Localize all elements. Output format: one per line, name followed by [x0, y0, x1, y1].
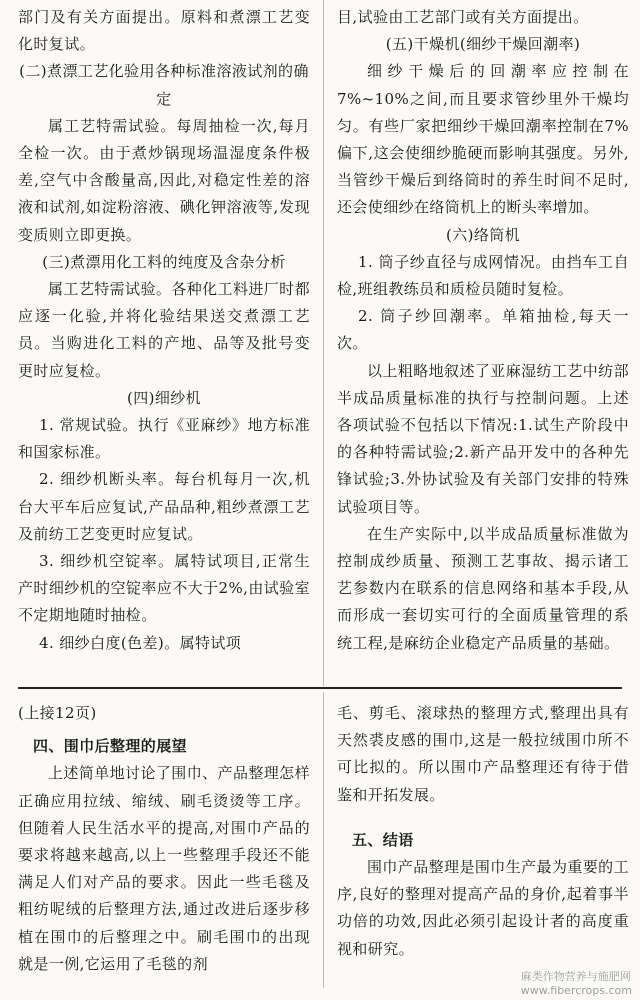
- paragraph: 部门及有关方面提出。原料和煮漂工艺变化时复试。: [18, 8, 310, 54]
- section-heading: (六)络筒机: [445, 225, 521, 244]
- list-item: 2. 细纱机断头率。每台机每月一次,机台大平车后应复试,产品品种,粗纱煮漂工艺及前纺工艺变更时应复试。: [18, 470, 310, 543]
- watermark-url: www.fibercrops.com: [520, 984, 632, 997]
- bottom-right-column: [337, 700, 629, 963]
- section-heading: (四)细纱机: [126, 388, 202, 407]
- column-divider: [323, 0, 324, 686]
- section-heading: (三)煮漂用化工料的纯度及含杂分析: [42, 252, 286, 271]
- top-left-column: [18, 4, 310, 657]
- section-heading: 五、结语: [352, 830, 414, 849]
- horizontal-rule: [18, 687, 622, 689]
- paragraph: 目,试验由工艺部门或有关方面提出。: [337, 8, 589, 26]
- section-heading: (二)煮漂工艺化验用各种标准溶液试剂的确定: [19, 62, 309, 108]
- section-heading: (五)干燥机(细纱干燥回潮率): [385, 35, 581, 54]
- continuation-note: (上接12页): [18, 704, 97, 722]
- paragraph: 属工艺特需试验。各种化工料进厂时都应逐一化验,并将化验结果送交煮漂工艺员。当购进化工料的产地、品等及批号变更时应复检。: [18, 280, 310, 380]
- list-item: 1. 筒子纱直径与成网情况。由挡车工自检,班组教练员和质检员随时复检。: [337, 252, 629, 299]
- top-right-column: [337, 4, 629, 657]
- paragraph: 属工艺特需试验。每周抽检一次,每月全检一次。由于煮炒锅现场温湿度条件极差,空气中含酸量高,因此,对稳定性差的溶液和试剂,如淀粉溶液、碘化钾溶液等,发现变质则立即更换。: [18, 116, 310, 244]
- paragraph: 在生产实际中,以半成品质量标准做为控制成纱质量、预测工艺事故、揭示诸工艺参数内在联系的信息网络和基本手段,从而形成一套切实可行的全面质量管理的系统工程,是麻纺企业稳定产品质量的基础。: [337, 524, 629, 652]
- paragraph: 细纱干燥后的回潮率应控制在7%~10%之间,而且要求管纱里外干燥均匀。有些厂家把细纱干燥回潮率控制在7%偏下,这会使细纱脆硬而影响其强度。另外,当管纱干燥后到络筒时的养生时间不足时,还会使细纱在络筒机上的断头率增加。: [337, 62, 629, 217]
- paragraph: 以上粗略地叙述了亚麻湿纺工艺中纺部半成品质量标准的执行与控制问题。上述各项试验不包括以下情况:1.试生产阶段中的各种特需试验;2.新产品开发中的各种先锋试验;3.外协试验及有关部门安排的特殊试验项目等。: [337, 361, 629, 516]
- paragraph: 毛、剪毛、滚球热的整理方式,整理出具有天然裘皮感的围巾,这是一般拉绒围巾所不可比拟的。所以围巾产品整理还有待于借鉴和开拓发展。: [337, 704, 629, 804]
- column-divider: [323, 692, 324, 988]
- paragraph: 围巾产品整理是围巾生产最为重要的工序,良好的整理对提高产品的身价,起着事半功倍的功效,因此必须引起设计者的高度重视和研究。: [337, 858, 629, 958]
- list-item: 2. 筒子纱回潮率。单箱抽检,每天一次。: [337, 307, 629, 353]
- paragraph: 上述简单地讨论了围巾、产品整理怎样正确应用拉绒、缩绒、刷毛烫烫等工序。但随着人民生活水平的提高,对围巾产品的要求将越来越高,以上一些整理手段还不能满足人们对产品的要求。因此一些毛毯及粗纺呢绒的后整理方法,通过改进后逐步移植在围巾的后整理之中。刷毛围巾的出现就是一例,它运用了毛毯的剂: [18, 764, 310, 973]
- list-item: 3. 细纱机空锭率。属特试项目,正常生产时细纱机的空锭率应不大于2%,由试验室不定期地随时抽检。: [18, 552, 310, 625]
- list-item: 4. 细纱白度(色差)。属特试项: [39, 633, 242, 652]
- bottom-left-column: [18, 700, 310, 978]
- watermark: [521, 970, 632, 998]
- section-heading: 四、围巾后整理的展望: [33, 737, 188, 756]
- watermark-line: 麻类作物营养与施肥网: [520, 970, 631, 983]
- list-item: 1. 常规试验。执行《亚麻纱》地方标准和国家标准。: [18, 416, 310, 462]
